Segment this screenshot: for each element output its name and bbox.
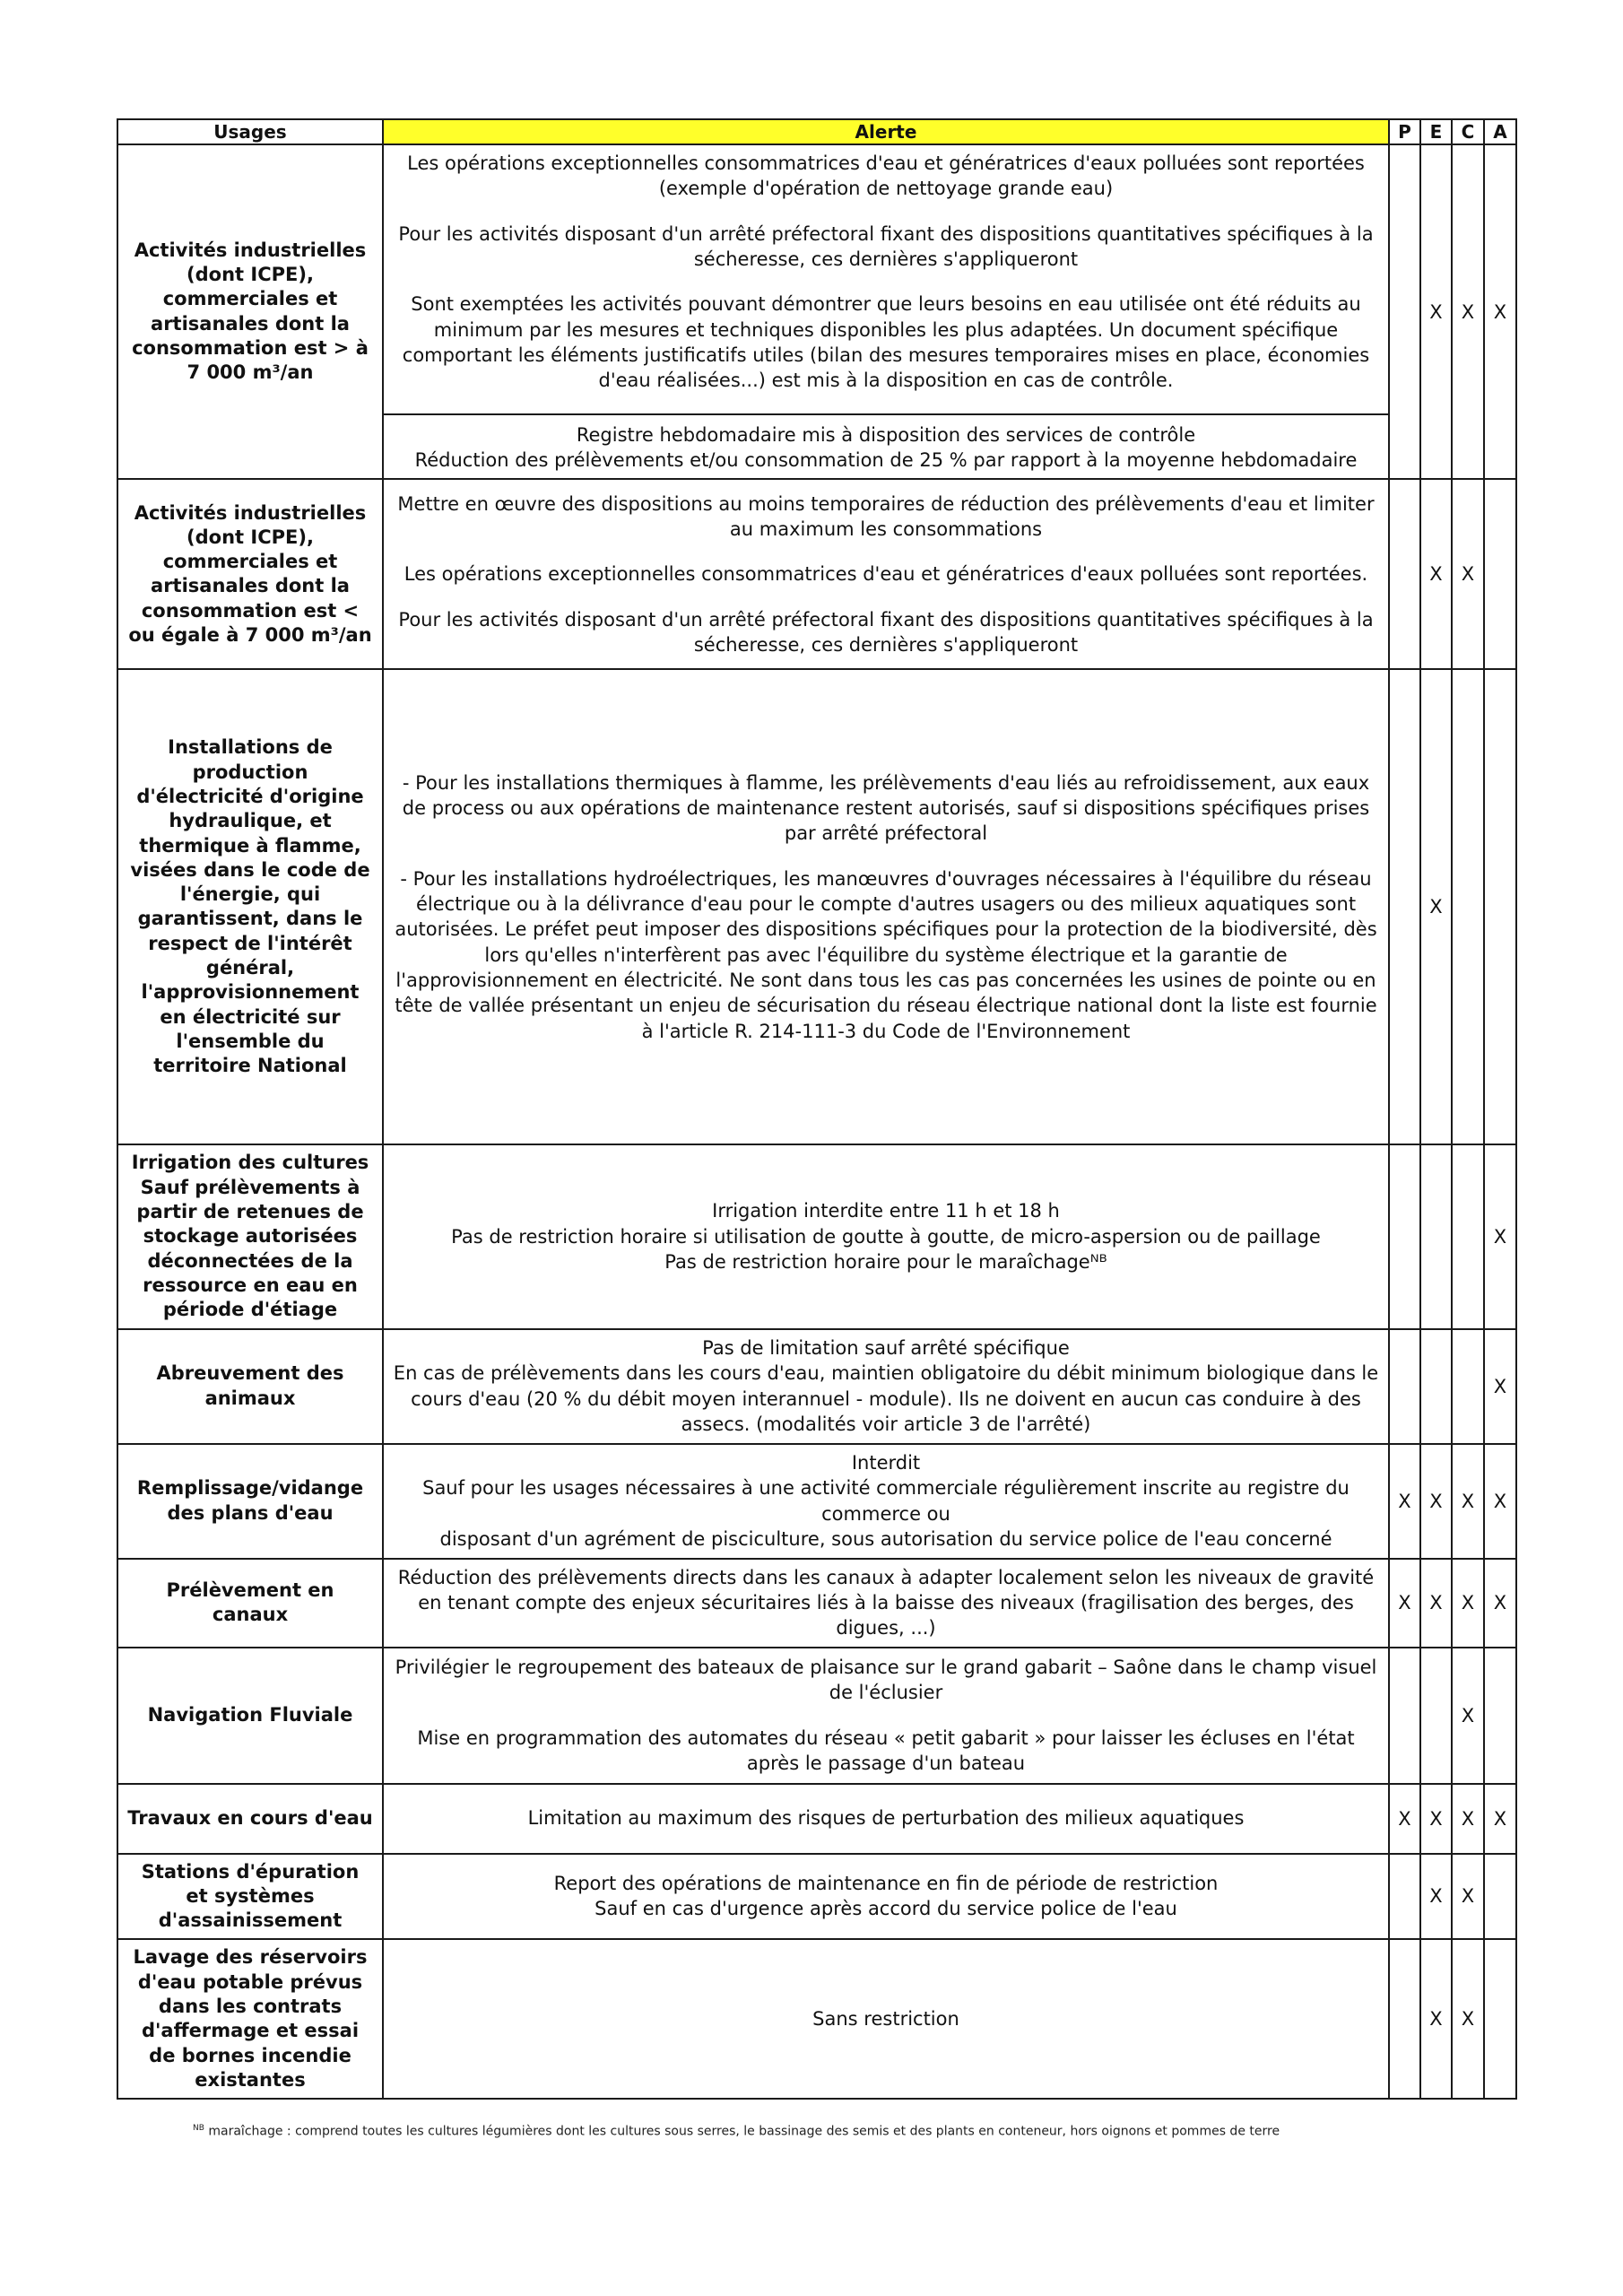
alerte-paragraph: Sans restriction <box>812 2008 959 2031</box>
mark-cell-c: X <box>1452 1559 1484 1648</box>
mark-cell-p: X <box>1389 1784 1420 1854</box>
usage-cell: Lavage des réservoirs d'eau potable prévus dans les contrats d'affermage et essai de bornes incendie existantes <box>117 1939 383 2099</box>
alerte-cell <box>383 1784 1389 1854</box>
alerte-paragraph: - Pour les installations hydroélectriques, les manœuvres d'ouvrages nécessaires à l'équilibre du réseau électrique ou à la délivrance d'eau pour le compte d'autres usagers ou des milieux aquatiques sont autorisées. Le préfet peut imposer des dispositions spécifiques pour la protection de la biodiversité, dès lors qu'elles n'interfèrent pas avec l'équilibre du système électrique et la garantie de l'approvisionnement en électricité. Ne sont dans tous les cas pas concernées les usines de pointe ou en tête de vallée présentant un enjeu de sécurisation du réseau électrique national dont la liste est fournie à l'article R. 214-111-3 du Code de l'Environnement <box>395 867 1377 1042</box>
usage-cell: Installations de production d'électricité d'origine hydraulique, et thermique à flamme, visées dans le code de l'énergie, qui garantissent, dans le respect de l'intérêt général, l'approvisionnement en électricité sur l'ensemble du territoire National <box>117 669 383 1144</box>
table-row <box>117 1444 1516 1559</box>
mark-cell-p <box>1389 1648 1420 1784</box>
mark-cell-c: X <box>1452 1784 1484 1854</box>
table-row <box>117 1648 1516 1784</box>
mark-cell-e: X <box>1420 144 1452 479</box>
table-header-row <box>117 119 1516 144</box>
alerte-cell <box>383 1559 1389 1648</box>
alerte-paragraph: Pour les activités disposant d'un arrêté préfectoral fixant des dispositions quantitatives spécifiques à la sécheresse, ces dernières s'appliqueront <box>398 222 1374 271</box>
alerte-paragraph: Pas de limitation sauf arrêté spécifique En cas de prélèvements dans les cours d'eau, maintien obligatoire du débit minimum biologique dans le cours d'eau (20 % du débit moyen interannuel - module). Ils ne doivent en aucun cas conduire à des assecs. (modalités voir article 3 de l'arrêté) <box>393 1336 1379 1435</box>
restrictions-table <box>117 118 1517 2100</box>
mark-cell-e <box>1420 1648 1452 1784</box>
mark-cell-c: X <box>1452 1648 1484 1784</box>
mark-cell-c: X <box>1452 479 1484 669</box>
footnote-text: maraîchage : comprend toutes les cultures légumières dont les cultures sous serres, le bassinage des semis et des plants en conteneur, hors oignons et pommes de terre <box>208 2124 1280 2139</box>
mark-cell-e: X <box>1420 1559 1452 1648</box>
header-col-e: E <box>1420 119 1452 144</box>
mark-cell-a: X <box>1484 144 1516 479</box>
alerte-sub-block <box>384 413 1388 474</box>
usage-cell: Stations d'épuration et systèmes d'assainissement <box>117 1854 383 1940</box>
footnote <box>193 2124 1280 2139</box>
alerte-cell <box>383 1939 1389 2099</box>
alerte-paragraph: Report des opérations de maintenance en fin de période de restriction Sauf en cas d'urgence après accord du service police de l'eau <box>553 1873 1219 1920</box>
alerte-cell <box>383 1854 1389 1940</box>
alerte-cell <box>383 1329 1389 1444</box>
alerte-paragraph: Limitation au maximum des risques de perturbation des milieux aquatiques <box>527 1807 1245 1830</box>
alerte-sub-line: Registre hebdomadaire mis à disposition des services de contrôle <box>576 423 1196 446</box>
table-row <box>117 1559 1516 1648</box>
mark-cell-c: X <box>1452 1939 1484 2099</box>
mark-cell-p <box>1389 1144 1420 1328</box>
alerte-paragraph: Irrigation interdite entre 11 h et 18 h Pas de restriction horaire si utilisation de goutte à goutte, de micro-aspersion ou de paillage Pas de restriction horaire pour le maraîchageᴺᴮ <box>451 1200 1321 1274</box>
mark-cell-p: X <box>1389 1444 1420 1559</box>
usage-cell: Irrigation des cultures Sauf prélèvements à partir de retenues de stockage autorisées déconnectées de la ressource en eau en période d'étiage <box>117 1144 383 1328</box>
mark-cell-c <box>1452 669 1484 1144</box>
mark-cell-a <box>1484 1648 1516 1784</box>
usage-cell: Abreuvement des animaux <box>117 1329 383 1444</box>
alerte-paragraph: Les opérations exceptionnelles consommatrices d'eau et génératrices d'eaux polluées sont reportées. <box>404 563 1368 586</box>
mark-cell-p <box>1389 1854 1420 1940</box>
header-col-a: A <box>1484 119 1516 144</box>
usage-cell: Activités industrielles (dont ICPE), commerciales et artisanales dont la consommation est < ou égale à 7 000 m³/an <box>117 479 383 669</box>
alerte-cell <box>383 479 1389 669</box>
alerte-paragraph: Interdit Sauf pour les usages nécessaires à une activité commerciale régulièrement inscrite au registre du commerce ou disposant d'un agrément de pisciculture, sous autorisation du service police de l'eau concerné <box>422 1451 1350 1550</box>
usage-cell: Travaux en cours d'eau <box>117 1784 383 1854</box>
mark-cell-a: X <box>1484 1329 1516 1444</box>
table-row <box>117 144 1516 479</box>
alerte-cell <box>383 1144 1389 1328</box>
mark-cell-e: X <box>1420 1854 1452 1940</box>
alerte-paragraph: Privilégier le regroupement des bateaux de plaisance sur le grand gabarit – Saône dans le champ visuel de l'éclusier <box>395 1656 1377 1704</box>
table-row <box>117 1144 1516 1328</box>
alerte-cell <box>383 1648 1389 1784</box>
alerte-paragraph: Sont exemptées les activités pouvant démontrer que leurs besoins en eau utilisée ont été réduits au minimum par les mesures et techniques disponibles les plus adaptées. Un document spécifique comportant les éléments justificatifs utiles (bilan des mesures temporaires mises en place, économies d'eau réalisées...) est mis à la disposition en cas de contrôle. <box>402 293 1370 392</box>
table-row <box>117 1854 1516 1940</box>
alerte-paragraph: - Pour les installations thermiques à flamme, les prélèvements d'eau liés au refroidissement, aux eaux de process ou aux opérations de maintenance restent autorisés, sauf si dispositions spécifiques prises par arrêté préfectoral <box>402 771 1370 845</box>
mark-cell-e: X <box>1420 1784 1452 1854</box>
mark-cell-c <box>1452 1144 1484 1328</box>
alerte-paragraph: Mise en programmation des automates du réseau « petit gabarit » pour laisser les écluses en l'état après le passage d'un bateau <box>417 1726 1355 1774</box>
usage-cell: Prélèvement en canaux <box>117 1559 383 1648</box>
mark-cell-e: X <box>1420 669 1452 1144</box>
alerte-cell <box>383 669 1389 1144</box>
mark-cell-a: X <box>1484 1559 1516 1648</box>
mark-cell-a <box>1484 1939 1516 2099</box>
mark-cell-e: X <box>1420 1444 1452 1559</box>
mark-cell-p <box>1389 1329 1420 1444</box>
mark-cell-e: X <box>1420 1939 1452 2099</box>
header-col-c: C <box>1452 119 1484 144</box>
header-usages: Usages <box>117 119 383 144</box>
mark-cell-p <box>1389 479 1420 669</box>
mark-cell-p: X <box>1389 1559 1420 1648</box>
alerte-cell <box>383 1444 1389 1559</box>
mark-cell-a <box>1484 479 1516 669</box>
usage-cell: Activités industrielles (dont ICPE), commerciales et artisanales dont la consommation est > à 7 000 m³/an <box>117 144 383 479</box>
mark-cell-c: X <box>1452 1854 1484 1940</box>
mark-cell-e <box>1420 1329 1452 1444</box>
table-row <box>117 1784 1516 1854</box>
table-row <box>117 1329 1516 1444</box>
footnote-mark: NB <box>193 2124 204 2133</box>
mark-cell-c: X <box>1452 144 1484 479</box>
alerte-paragraph: Pour les activités disposant d'un arrêté préfectoral fixant des dispositions quantitatives spécifiques à la sécheresse, ces dernières s'appliqueront <box>398 608 1374 656</box>
mark-cell-p <box>1389 1939 1420 2099</box>
usage-cell: Navigation Fluviale <box>117 1648 383 1784</box>
alerte-cell <box>383 144 1389 479</box>
alerte-paragraph: Les opérations exceptionnelles consommatrices d'eau et génératrices d'eaux polluées sont reportées (exemple d'opération de nettoyage grande eau) <box>407 152 1365 200</box>
mark-cell-c <box>1452 1329 1484 1444</box>
mark-cell-a <box>1484 669 1516 1144</box>
mark-cell-a: X <box>1484 1444 1516 1559</box>
mark-cell-p <box>1389 144 1420 479</box>
mark-cell-a: X <box>1484 1784 1516 1854</box>
alerte-sub-line: Réduction des prélèvements et/ou consommation de 25 % par rapport à la moyenne hebdomadaire <box>414 449 1358 472</box>
usage-cell: Remplissage/vidange des plans d'eau <box>117 1444 383 1559</box>
header-alerte: Alerte <box>383 119 1389 144</box>
table-row <box>117 479 1516 669</box>
mark-cell-c: X <box>1452 1444 1484 1559</box>
header-col-p: P <box>1389 119 1420 144</box>
mark-cell-e: X <box>1420 479 1452 669</box>
table-row <box>117 1939 1516 2099</box>
alerte-paragraph: Réduction des prélèvements directs dans les canaux à adapter localement selon les niveaux de gravité en tenant compte des enjeux sécuritaires liés à la baisse des niveaux (fragilisation des berges, des digues, ...) <box>397 1566 1375 1639</box>
mark-cell-a: X <box>1484 1144 1516 1328</box>
mark-cell-a <box>1484 1854 1516 1940</box>
mark-cell-p <box>1389 669 1420 1144</box>
alerte-paragraph: Mettre en œuvre des dispositions au moins temporaires de réduction des prélèvements d'eau et limiter au maximum les consommations <box>397 492 1375 540</box>
table-row <box>117 669 1516 1144</box>
mark-cell-e <box>1420 1144 1452 1328</box>
